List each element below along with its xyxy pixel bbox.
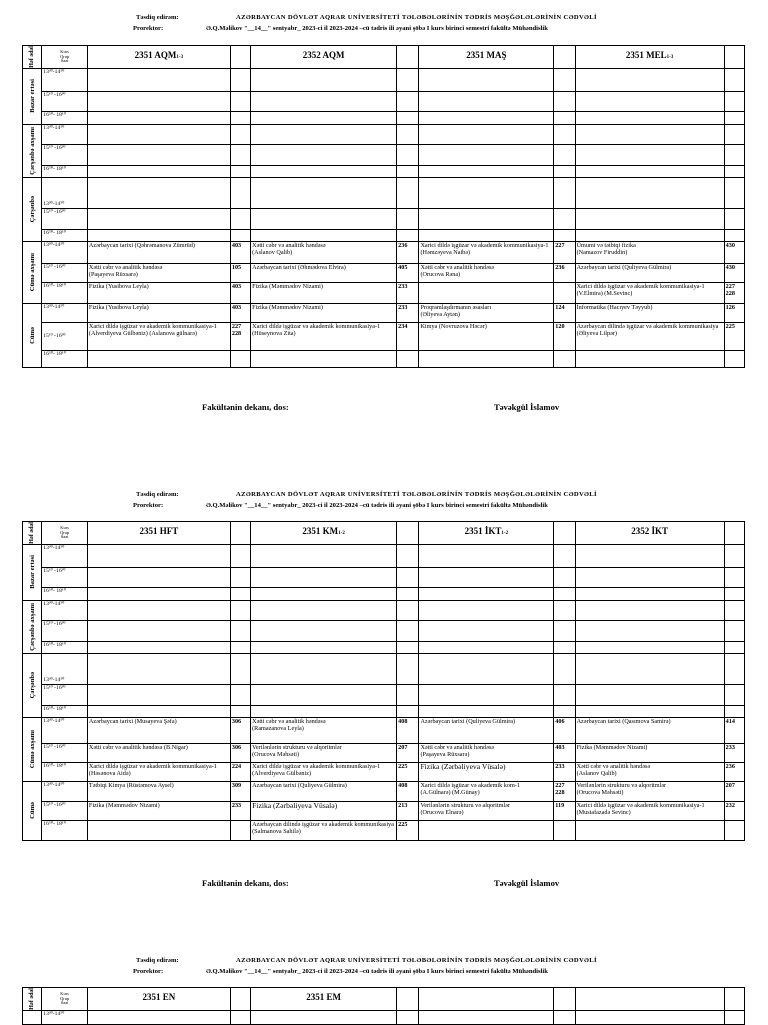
- room-cell: 233: [397, 282, 419, 303]
- time-slot: 13³⁰-14⁵⁰: [42, 177, 88, 208]
- time-slot: 13³⁰-14⁵⁰: [42, 717, 88, 743]
- room-cell: 232: [724, 801, 744, 820]
- subject-cell: Azərbaycan dilində işgüzar və akademik kommunikasiya (Əliyeva Lilpər): [575, 322, 724, 350]
- group-header-row: [23, 988, 745, 1011]
- table-row: [23, 820, 745, 840]
- room-cell: 306: [230, 717, 250, 743]
- sheet-header: [0, 491, 768, 521]
- subject-cell: Xətti cəbr və analitik həndəsə (Paşayeva Rüxsarə): [87, 263, 230, 282]
- dean-label: Fakültənin dekanı, dos:: [202, 402, 289, 412]
- room-cell: 233: [554, 762, 575, 781]
- time-slot: 13³⁰-14⁵⁰: [42, 303, 88, 322]
- table-row: [23, 322, 745, 350]
- subject-cell: Fizika (Yusibova Leyla): [87, 303, 230, 322]
- room-cell: 236: [397, 241, 419, 263]
- room-cell: 227 228: [724, 282, 744, 303]
- room-cell: 430: [724, 241, 744, 263]
- room-cell: 306: [230, 743, 250, 762]
- subject-cell: Verilənlərin strukturu və alqoritmlər (Orucova Elnarə): [419, 801, 554, 820]
- group-header: 2351 EM: [251, 988, 397, 1011]
- subject-cell: Fizika (Yusibova Leyla): [87, 282, 230, 303]
- subject-cell: Azərbaycan tarixi (Qəhrəmanova Zümrüd): [87, 241, 230, 263]
- university-title: AZƏRBAYCAN DÖVLƏT AQRAR UNİVERSİTETİ TƏLƏBƏLƏRİNİN TƏDRİS MƏŞĞƏLƏLƏRİNİN CƏDVƏLİ: [236, 957, 597, 964]
- time-slot: 15¹⁰ -16³⁰: [42, 208, 88, 229]
- prorector-label: Prorektor:: [133, 502, 164, 509]
- day-label-tuesday: Çərşənbə axşamı: [23, 600, 42, 653]
- subject-cell: Azərbaycan tarixi (Əhmədova Elvira): [251, 263, 397, 282]
- room-cell: 236: [724, 762, 744, 781]
- group-header: 2351 HFT: [87, 522, 230, 545]
- subject-cell: Xarici dildə işgüzar və akademik kommunikasiya-1 (Alverdiyeva Gülbəniz): [251, 762, 397, 781]
- room-cell: 406: [554, 717, 575, 743]
- room-cell: 224: [230, 762, 250, 781]
- room-cell: 105: [230, 263, 250, 282]
- room-cell: [554, 282, 575, 303]
- subject-cell: Fizika (Məmmədov Nizami): [575, 743, 724, 762]
- time-slot: 16⁵⁰- 18¹⁰: [42, 641, 88, 653]
- room-cell: 233: [724, 743, 744, 762]
- subject-cell: Azərbaycan tarixi (Quliyeva Gülmira): [251, 781, 397, 801]
- group-header: 2351 EN: [87, 988, 230, 1011]
- kurs-qrup-saat-cell: Kurs Qrup Saat: [42, 46, 88, 69]
- day-label-friday: Cümə: [23, 303, 42, 367]
- room-cell: 403: [230, 303, 250, 322]
- group-header: 2351 KM1-2: [251, 522, 397, 545]
- room-cell: 233: [230, 801, 250, 820]
- schedule-table: [22, 521, 745, 841]
- day-label-tuesday: Çərşənbə axşamı: [23, 124, 42, 177]
- subject-cell: Xətti cəbr və analitik həndəsə (Orucova Rəna): [419, 263, 554, 282]
- group-header-row: [23, 522, 745, 545]
- time-slot: 15¹⁰ -16³⁰: [42, 263, 88, 282]
- time-slot: 15¹⁰ -16³⁰: [42, 91, 88, 111]
- subject-cell: Azərbaycan tarixi (Musayeva Şəfa): [87, 717, 230, 743]
- time-slot: 16⁵⁰- 18¹⁰: [42, 762, 88, 781]
- time-slot: 16⁵⁰- 18¹⁰: [42, 111, 88, 124]
- room-cell: 124: [554, 303, 575, 322]
- time-slot: 16⁵⁰- 18¹⁰: [42, 229, 88, 241]
- subject-cell: Xətti cəbr və analitik həndəsə (Aslanov Qalib): [575, 762, 724, 781]
- subject-cell: Ümumi və tətbiqi fizika (Namazov Firuddin): [575, 241, 724, 263]
- group-header: 2352 İKT: [575, 522, 724, 545]
- table-row: [23, 303, 745, 322]
- room-cell: 126: [724, 303, 744, 322]
- time-slot: 13³⁰-14⁵⁰: [42, 653, 88, 684]
- time-slot: 13³⁰-14⁵⁰: [42, 1010, 88, 1024]
- time-slot: 13³⁰-14⁵⁰: [42, 68, 88, 91]
- room-cell: 408: [397, 717, 419, 743]
- university-title: AZƏRBAYCAN DÖVLƏT AQRAR UNİVERSİTETİ TƏLƏBƏLƏRİNİN TƏDRİS MƏŞĞƏLƏLƏRİNİN CƏDVƏLİ: [236, 491, 597, 498]
- subject-cell: Fizika (Zərbəliyeva Vüsalə): [419, 762, 554, 781]
- sheet-header: [0, 957, 768, 987]
- group-header-row: [23, 46, 745, 69]
- subject-cell: Xətti cəbr və analitik həndəsə (B.Nigar): [87, 743, 230, 762]
- kurs-qrup-saat-cell: Kurs Qrup Saat: [42, 522, 88, 545]
- approve-label: Təsdiq edirəm:: [136, 14, 179, 21]
- subject-cell: Verilənlərin strukturu və alqoritmlər (Orucova Məhsəti): [251, 743, 397, 762]
- table-row: [23, 781, 745, 801]
- approve-label: Təsdiq edirəm:: [136, 957, 179, 964]
- room-cell: 233: [397, 303, 419, 322]
- day-label-monday: Bazar ertəsi: [23, 544, 42, 600]
- day-label-thursday: Cümə axşamı: [23, 241, 42, 303]
- time-slot: 15¹⁰ -16³⁰: [42, 567, 88, 587]
- corner-cell: Həf ədəl: [23, 46, 42, 69]
- subject-cell: Xətti cəbr və analitik həndəsə (Paşayeva Rüxsarə): [419, 743, 554, 762]
- room-cell: 403: [230, 282, 250, 303]
- room-cell: 236: [554, 263, 575, 282]
- time-slot: 15¹⁰ -16³⁰: [42, 620, 88, 641]
- schedule-table: [22, 45, 745, 368]
- room-cell: 225: [397, 762, 419, 781]
- room-cell: 120: [554, 322, 575, 350]
- schedule-line: Ə.Q.Məlikov "__14__" sentyabr_ 2023-ci il 2023-2024 –cü tədris ili əyani şöbə I kurs birinci semestri fakültə Mühəndislik: [206, 968, 548, 975]
- table-row: [23, 762, 745, 781]
- schedule-line: Ə.Q.Məlikov "__14__" sentyabr_ 2023-ci il 2023-2024 –cü tədris ili əyani şöbə I kurs birinci semestri fakültə Mühəndislik: [206, 25, 548, 32]
- subject-cell: İnformatika (Hacıyev Təyyub): [575, 303, 724, 322]
- schedule-line: Ə.Q.Məlikov "__14__" sentyabr_ 2023-ci il 2023-2024 –cü tədris ili əyani şöbə I kurs birinci semestri fakültə Mühəndislik: [206, 502, 548, 509]
- subject-cell: Xətti cəbr və analitik həndəsə (Aslanov Qalib): [251, 241, 397, 263]
- subject-cell: Xarici dildə işgüzar və akademik kommunikasiya-1 (Hüseynova Zita): [251, 322, 397, 350]
- room-cell: 234: [397, 322, 419, 350]
- corner-cell: Həf ədəl: [23, 522, 42, 545]
- subject-cell: Xarici dildə işgüzar və akademik kommunikasiya-1 (Həsənova Aidə): [87, 762, 230, 781]
- table-row: [23, 241, 745, 263]
- time-slot: 13³⁰-14⁵⁰: [42, 124, 88, 144]
- room-cell: 405: [397, 263, 419, 282]
- dean-label: Fakültənin dekanı, dos:: [202, 878, 289, 888]
- room-cell: 403: [230, 241, 250, 263]
- time-slot: 16⁵⁰- 18¹⁰: [42, 587, 88, 600]
- room-cell: 403: [554, 743, 575, 762]
- dean-name: Təvəkgül İslamov: [494, 878, 560, 888]
- table-row: [23, 282, 745, 303]
- prorector-label: Prorektor:: [133, 968, 164, 975]
- room-cell: 414: [724, 717, 744, 743]
- day-label-monday: [23, 1010, 42, 1024]
- table-row: [23, 350, 745, 367]
- approve-label: Təsdiq edirəm:: [136, 491, 179, 498]
- room-cell: 309: [230, 781, 250, 801]
- room-cell: 227 228: [554, 781, 575, 801]
- subject-cell: Fizika (Məmmədov Nizami): [251, 282, 397, 303]
- subject-cell: Azərbaycan tarixi (Quliyeva Gülmira): [419, 717, 554, 743]
- time-slot: 13³⁰-14⁵⁰: [42, 544, 88, 567]
- subject-cell: Xarici dildə işgüzar və akademik kommunikasiya-1 (Alverdiyeva Gülbəniz) (Aslanova gülnarə): [87, 322, 230, 350]
- room-cell: 430: [724, 263, 744, 282]
- university-title: AZƏRBAYCAN DÖVLƏT AQRAR UNİVERSİTETİ TƏLƏBƏLƏRİNİN TƏDRİS MƏŞĞƏLƏLƏRİNİN CƏDVƏLİ: [236, 14, 597, 21]
- room-cell: 119: [554, 801, 575, 820]
- subject-cell: Azərbaycan tarixi (Quliyeva Gülmira): [575, 263, 724, 282]
- subject-cell: Fizika (Məmmədov Nizami): [251, 303, 397, 322]
- subject-cell: Xarici dildə işgüzar və akademik kommunikasiya-1 (Həmzəyeva Naibə): [419, 241, 554, 263]
- prorector-label: Prorektor:: [133, 25, 164, 32]
- subject-cell: Xarici dildə işgüzar və akademik kom-1 (A.Gülnarə) (M.Günay): [419, 781, 554, 801]
- time-slot: 15¹⁰ -16³⁰: [42, 743, 88, 762]
- subject-cell: Proqramlaşdırmanın əsasları (Əliyeva Aytən): [419, 303, 554, 322]
- table-row: [23, 743, 745, 762]
- subject-cell: Azərbaycan dilində işgüzar və akademik kommunikasiya (Salmanova Sahilə): [251, 820, 397, 840]
- room-cell: 225: [724, 322, 744, 350]
- table-row: [23, 263, 745, 282]
- table-row: [23, 801, 745, 820]
- schedule-table: [22, 987, 745, 1025]
- day-label-monday: Bazar ertəsi: [23, 68, 42, 124]
- day-label-wednesday: Çərşənbə: [23, 177, 42, 241]
- day-label-wednesday: Çərşənbə: [23, 653, 42, 717]
- time-slot: 15¹⁰ -16³⁰: [42, 801, 88, 820]
- room-cell: 207: [724, 781, 744, 801]
- group-header: 2352 AQM: [251, 46, 397, 69]
- kurs-qrup-saat-cell: Kurs Qrup Saat: [42, 988, 88, 1011]
- group-header: 2351 MAŞ: [419, 46, 554, 69]
- time-slot: 16⁵⁰- 18¹⁰: [42, 820, 88, 840]
- subject-cell: Xətti cəbr və analitik həndəsə (Ramazanova Leyla): [251, 717, 397, 743]
- dean-name: Təvəkgül İslamov: [494, 402, 560, 412]
- time-slot: 13³⁰-14⁵⁰: [42, 781, 88, 801]
- subject-cell: Verilənlərin strukturu və alqoritmlər (Orucova Məhsəti): [575, 781, 724, 801]
- room-cell: 207: [397, 743, 419, 762]
- room-cell: 227 228: [230, 322, 250, 350]
- time-slot: 13³⁰-14⁵⁰: [42, 600, 88, 620]
- sheet-header: [0, 14, 768, 44]
- time-slot: 16⁵⁰- 18¹⁰: [42, 705, 88, 717]
- subject-cell: Fizika (Məmmədov Nizami): [87, 801, 230, 820]
- subject-cell: Tətbiqi Kimya (Rüstəmova Aysel): [87, 781, 230, 801]
- day-label-thursday: Cümə axşamı: [23, 717, 42, 781]
- subject-cell: Fizika (Zərbəliyeva Vüsalə): [251, 801, 397, 820]
- corner-cell: Həf ədəl: [23, 988, 42, 1011]
- time-slot: 15¹⁰ -16³⁰: [42, 684, 88, 705]
- group-header: 2351 MEL1-3: [575, 46, 724, 69]
- time-slot: 16⁵⁰- 18¹⁰: [42, 165, 88, 177]
- subject-cell: Kimya (Novruzova Həcər): [419, 322, 554, 350]
- group-header: 2351 AQM1-3: [87, 46, 230, 69]
- room-cell: 408: [397, 781, 419, 801]
- time-slot: 16⁵⁰- 18¹⁰: [42, 282, 88, 303]
- time-slot: 13³⁰-14⁵⁰: [42, 241, 88, 263]
- table-row: [23, 717, 745, 743]
- subject-cell: [419, 282, 554, 303]
- group-header: 2351 İKT1-2: [419, 522, 554, 545]
- time-slot: 15¹⁰ -16³⁰: [42, 144, 88, 165]
- subject-cell: Xarici dildə işgüzar və akademik kommunikasiya-1 (V.Elmira) (M.Sevinc): [575, 282, 724, 303]
- room-cell: 213: [397, 801, 419, 820]
- time-slot: 15¹⁰ -16³⁰: [42, 322, 88, 350]
- subject-cell: Azərbaycan tarixi (Qasımova Samirə): [575, 717, 724, 743]
- subject-cell: Xarici dildə işgüzar və akademik kommunikasiya-1 (Mustafazadə Sevinc): [575, 801, 724, 820]
- room-cell: 225: [397, 820, 419, 840]
- room-cell: 227: [554, 241, 575, 263]
- day-label-friday: Cümə: [23, 781, 42, 840]
- time-slot: 16⁵⁰- 18¹⁰: [42, 350, 88, 367]
